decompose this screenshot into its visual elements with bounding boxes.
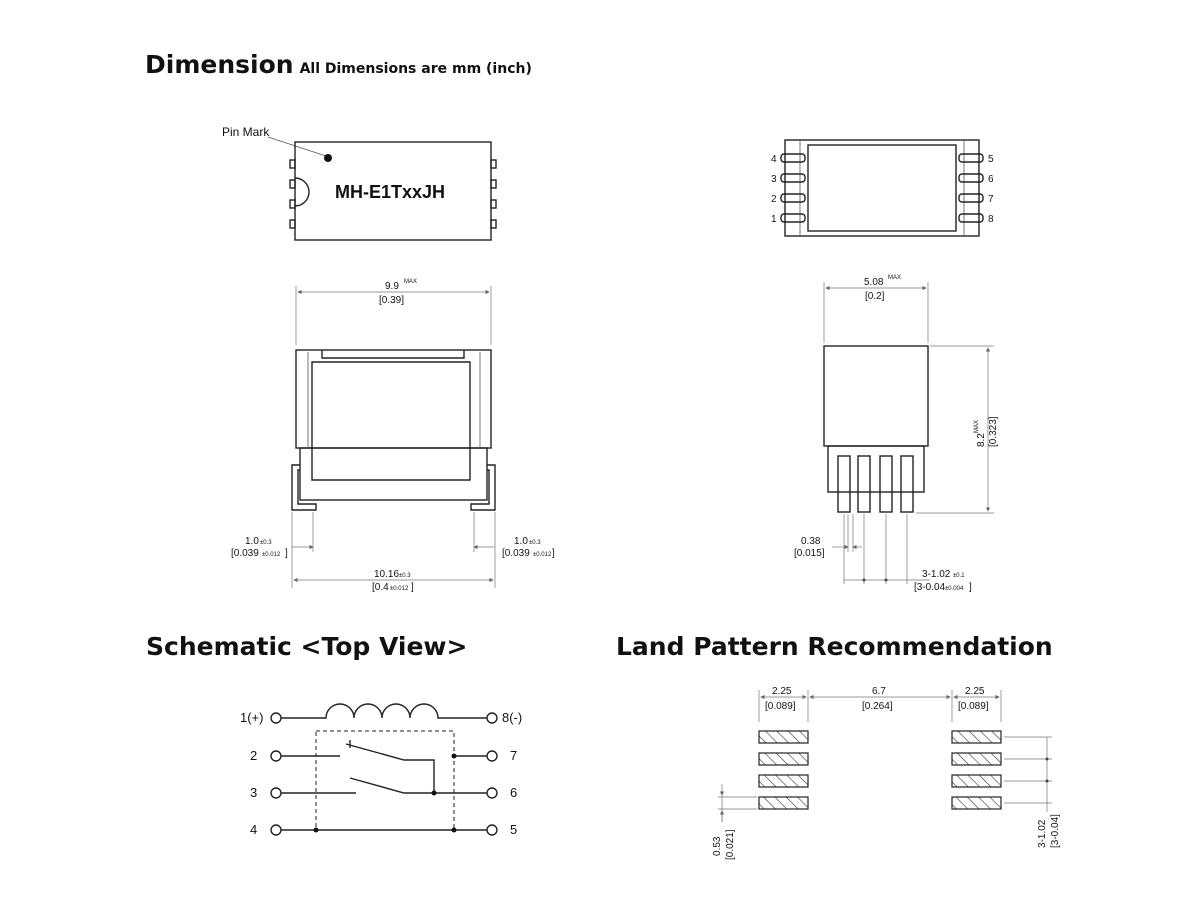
side-height-mm: 8.2 <box>976 433 987 447</box>
schematic-pin-5: 5 <box>510 822 518 837</box>
orientation-notch <box>295 178 309 206</box>
land-pads-right <box>952 731 1001 809</box>
lead-right-in-tol: ±0.012 <box>533 552 552 558</box>
pin-mark-leader <box>268 137 326 156</box>
top-view-leads-right <box>491 160 496 228</box>
side-pitch-tol: ±0.1 <box>953 573 965 579</box>
land-pad-width2-in: [0.089] <box>958 701 989 712</box>
svg-text:]: ] <box>285 548 288 559</box>
pin-label-1: 1 <box>771 214 777 225</box>
land-gap-in: [0.264] <box>862 701 893 712</box>
schematic-pin-1: 1(+) <box>240 710 264 725</box>
pin-mark-dot <box>324 154 332 162</box>
side-pitch-in-tol: ±0.004 <box>945 586 964 592</box>
svg-text:]: ] <box>552 548 555 559</box>
side-pitch-in: [3-0.04 <box>914 582 946 593</box>
schematic-pin-7: 7 <box>510 748 518 763</box>
schematic-pin-6: 6 <box>510 785 518 800</box>
land-pad-height-mm: 0.53 <box>712 836 723 856</box>
total-tol: ±0.3 <box>399 573 411 579</box>
pin-label-8: 8 <box>988 214 994 225</box>
land-pattern <box>712 686 1061 860</box>
front-width-sup: MAX <box>404 279 418 285</box>
front-view-upper-body <box>296 350 491 448</box>
switch-2-blade <box>350 778 487 793</box>
dimension-units-note: All Dimensions are mm (inch) <box>299 61 532 77</box>
lead-left-in-tol: ±0.012 <box>262 552 281 558</box>
schematic-diagram <box>240 704 522 837</box>
side-width-mm: 5.08 <box>864 277 884 288</box>
svg-text:]: ] <box>411 582 414 593</box>
schematic-pin-4: 4 <box>250 822 258 837</box>
side-pitch-mm: 3-1.02 <box>922 569 951 580</box>
pin-label-6: 6 <box>988 174 994 185</box>
schematic-pin-2: 2 <box>250 748 258 763</box>
land-pad-width-in: [0.089] <box>765 701 796 712</box>
land-pads-left <box>759 731 808 809</box>
pin-label-7: 7 <box>988 194 994 205</box>
pin-width-in: [0.015] <box>794 548 825 559</box>
total-mm: 10.16 <box>374 569 400 580</box>
land-pad-height-in: [0.021] <box>725 829 736 860</box>
bottom-view <box>771 140 994 236</box>
lead-left-mm: 1.0 <box>245 536 259 547</box>
lead-right-in: [0.039 <box>502 548 530 559</box>
svg-text:]: ] <box>969 582 972 593</box>
front-view-base <box>300 448 487 500</box>
side-view-base <box>828 446 924 492</box>
side-view-pins <box>838 456 913 512</box>
total-in: [0.4 <box>372 582 389 593</box>
bottom-view-body <box>785 140 979 236</box>
front-width-mm: 9.9 <box>385 281 399 292</box>
side-height-sup: MAX <box>974 419 980 433</box>
top-view <box>222 125 496 240</box>
pin-label-2: 2 <box>771 194 777 205</box>
front-view <box>231 279 555 593</box>
land-pad-width2-mm: 2.25 <box>965 686 985 697</box>
side-width-in: [0.2] <box>865 291 885 302</box>
dimension-title: Dimension <box>145 50 294 79</box>
pin-label-3: 3 <box>771 174 777 185</box>
schematic-heading: Schematic <Top View> <box>146 632 468 661</box>
pin-label-5: 5 <box>988 154 994 165</box>
side-height-in: [0.323] <box>988 416 999 447</box>
land-gap-mm: 6.7 <box>872 686 886 697</box>
top-view-leads-left <box>290 160 295 228</box>
part-number: MH-E1TxxJH <box>335 182 446 202</box>
switch-1-blade <box>346 744 434 793</box>
bottom-view-core <box>808 145 956 231</box>
pin-mark-label: Pin Mark <box>222 125 270 139</box>
lead-left-in: [0.039 <box>231 548 259 559</box>
inductor-coil <box>281 704 487 718</box>
side-width-sup: MAX <box>888 275 902 281</box>
schematic-terminals <box>271 713 497 835</box>
pin-label-4: 4 <box>771 154 777 165</box>
pin-width-mm: 0.38 <box>801 536 821 547</box>
side-view <box>794 275 999 593</box>
front-view-top-ledge <box>322 350 464 358</box>
front-view-core <box>312 362 470 480</box>
lead-right-mm: 1.0 <box>514 536 528 547</box>
total-in-tol: ±0.012 <box>390 586 409 592</box>
front-lead-right <box>471 465 495 510</box>
schematic-pin-3: 3 <box>250 785 258 800</box>
land-pad-width-mm: 2.25 <box>772 686 792 697</box>
lead-left-tol: ±0.3 <box>260 540 272 546</box>
schematic-pin-8: 8(-) <box>502 710 523 725</box>
front-width-in: [0.39] <box>379 295 405 306</box>
side-view-body <box>824 346 928 446</box>
land-pattern-heading: Land Pattern Recommendation <box>616 632 1053 661</box>
lead-right-tol: ±0.3 <box>529 540 541 546</box>
land-pitch-mm: 3-1.02 <box>1037 819 1048 848</box>
land-pitch-in: [3-0.04] <box>1050 814 1061 848</box>
